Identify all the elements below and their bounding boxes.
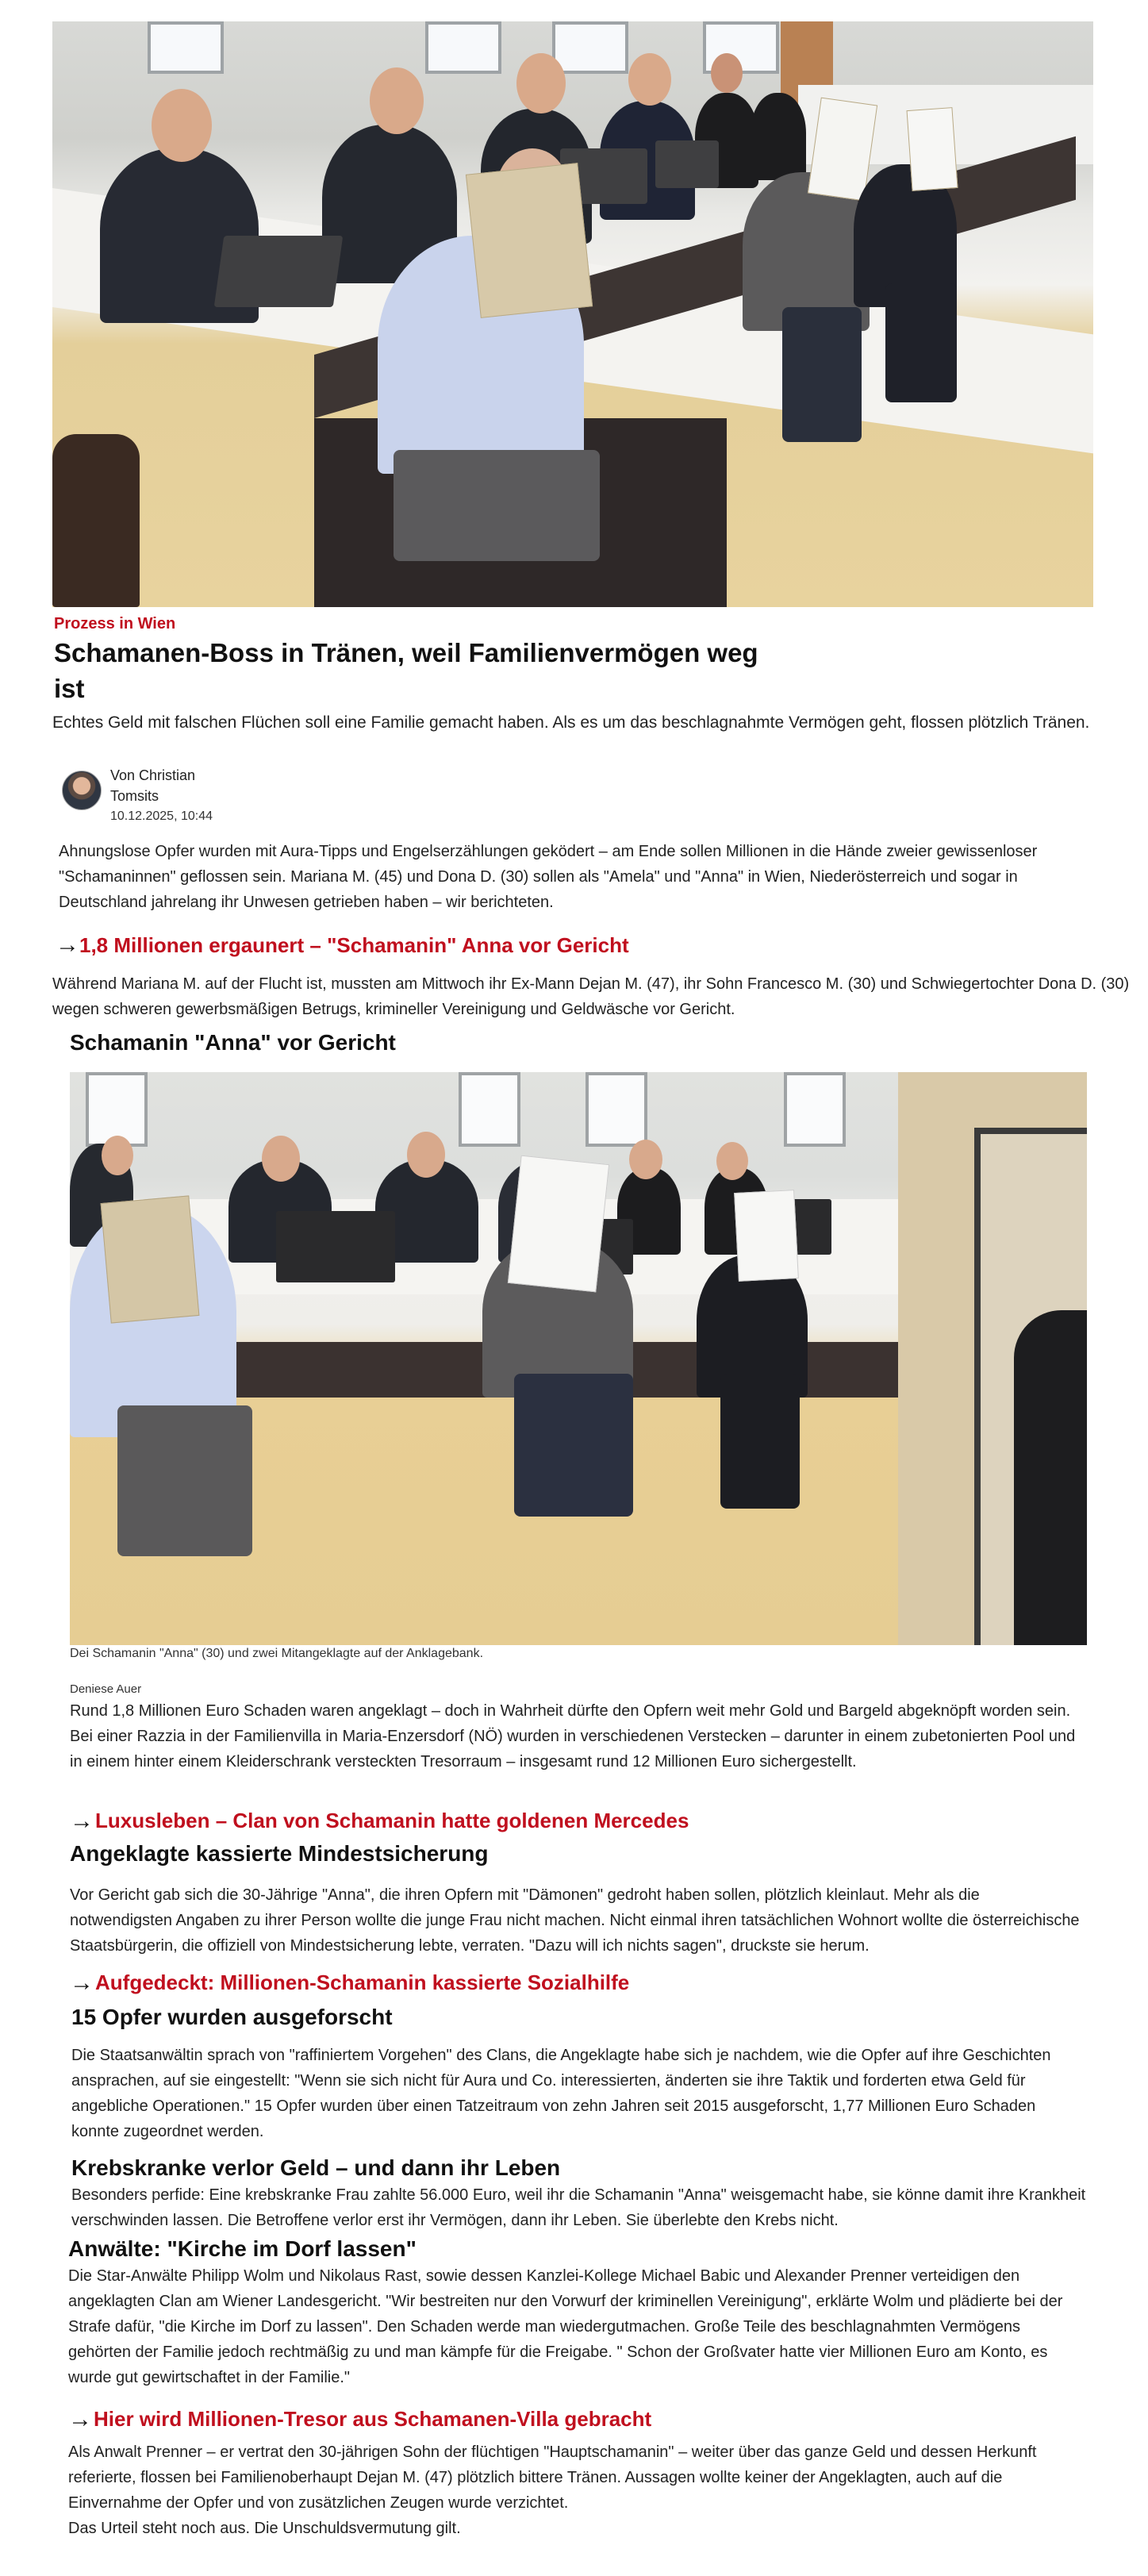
person-head [102,1136,133,1175]
handbag [52,434,140,607]
publish-date: 10.12.2025, 10:44 [110,809,213,823]
folder [101,1195,200,1323]
image-caption: Dei Schamanin "Anna" (30) und zwei Mitangeklagte auf der Anklagebank. [70,1647,484,1660]
paragraph: Die Staatsanwältin sprach von "raffiniertem Vorgehen" des Clans, die Angeklagte habe sich je nachdem, wie die Opfer auf ihre Geschichten ansprachen, auf sie eingestellt: "Wenn sie sich nicht für Aura und Co. interessierten, änderten sie ihre Taktik und forderten etwa Geld für angebliche Operationen." 15 Opfer wurden über einen Tatzeitraum von zehn Jahren seit 2015 ausgeforscht, 1,77 Millionen Euro Schaden konnte zugeordnet werden. [71,2047,1051,2140]
section-heading: Anwälte: "Kirche im Dorf lassen" [68,2236,417,2261]
person [751,93,806,180]
defendant-legs [394,450,600,561]
related-article-link[interactable]: Hier wird Millionen-Tresor aus Schamanen-Villa gebracht [94,2407,652,2431]
person-head [628,53,671,106]
lead: Echtes Geld mit falschen Flüchen soll eine Familie gemacht haben. Als es um das beschlagnahmte Vermögen geht, flossen plötzlich Tränen. [52,713,1090,732]
section-heading: Krebskranke verlor Geld – und dann ihr Leben [71,2155,561,2180]
person-head [516,53,566,113]
paragraph: Besonders perfide: Eine krebskranke Frau zahlte 56.000 Euro, weil ihr die Schamanin "Anna" weisgemacht habe, sie könne damit ihre Krankheit verschwinden lassen. Die Betroffene verlor erst ihr Vermögen, dann ihr Leben. Sie überlebte den Krebs nicht. [71,2186,1086,2229]
person-head [152,89,212,162]
person-coat [1014,1310,1087,1645]
section-heading: Schamanin "Anna" vor Gericht [70,1030,396,1055]
arrow-right-icon: → [56,932,79,958]
laptop [214,236,344,307]
window [552,21,628,74]
related-article-link[interactable]: 1,8 Millionen ergaunert – "Schamanin" Anna vor Gericht [79,933,629,957]
intro-paragraph: Ahnungslose Opfer wurden mit Aura-Tipps und Engelserzählungen geködert – am Ende sollen Millionen in die Hände zweier gewissenloser "Schamaninnen" geflossen sein. Mariana M. (45) und Dona D. (30) sollen als "Amela" und "Anna" in Wien, Niederösterreich und sogar in Deutschland jahrelang ihr Unwesen getrieben haben – wir berichteten. [59,843,1038,911]
paper-sheet [907,107,958,191]
paragraph: Während Mariana M. auf der Flucht ist, mussten am Mittwoch ihr Ex-Mann Dejan M. (47), ihr Sohn Francesco M. (30) und Schwiegertochter Dona D. (30) wegen schweren gewerbsmäßigen Betrugs, krimineller Vereinigung und Geldwäsche vor Gericht. [52,975,1130,1018]
paragraph: Rund 1,8 Millionen Euro Schaden waren angeklagt – doch in Wahrheit dürfte den Opfern weit mehr Gold und Bargeld abgeknöpft worden sein. Bei einer Razzia in der Familienvilla in Maria-Enzersdorf (NÖ) wurden in verschiedenen Verstecken – darunter in einem zubetonierten Pool und in einem hinter einem Kleiderschrank versteckten Tresorraum – insgesamt rund 12 Millionen Euro sichergestellt. [70,1702,1076,1771]
person-head [407,1132,445,1178]
author-name-link[interactable]: Tomsits [110,788,159,804]
headline: Schamanen-Boss in Tränen, weil Familienvermögen weg ist [54,638,758,703]
section-heading: 15 Opfer wurden ausgeforscht [71,2005,393,2029]
related-article-link[interactable]: Aufgedeckt: Millionen-Schamanin kassierte Sozialhilfe [95,1970,630,1994]
arrow-right-icon: → [70,1970,94,1996]
related-article-link[interactable]: Luxusleben – Clan von Schamanin hatte goldenen Mercedes [95,1809,689,1832]
folder [466,163,593,318]
defendant-legs [885,283,957,402]
author-byline-prefix: Von Christian [110,767,196,783]
paragraph: Die Star-Anwälte Philipp Wolm und Nikolaus Rast, sowie dessen Kanzlei-Kollege Michael Babic und Alexander Prenner verteidigen den angeklagten Clan am Wiener Landesgericht. "Wir bestreiten nur den Vorwurf der kriminellen Vereinigung", erklärte Wolm und plädierte bei der Strafe dafür, "die Kirche im Dorf zu lassen". Den Schaden werde man wiedergutmachen. Große Teile des beschlagnahmten Vermögens gehörten der Familie jedoch rechtmäßig zu und man kämpfe für die Freigabe. " Schon der Großvater hatte vier Millionen Euro am Konto, es wurde gut gewirtschaftet in der Familie." [68,2267,1063,2386]
monitor [276,1211,395,1282]
defendant-legs [117,1405,252,1556]
person-head [711,53,743,93]
person-head [370,67,424,134]
paragraph: Als Anwalt Prenner – er vertrat den 30-jährigen Sohn der flüchtigen "Hauptschamanin" – weiter über das ganze Geld und dessen Herkunft referierte, flossen bei Familienoberhaupt Dejan M. (47) plötzlich bittere Tränen. Aussagen wollte keiner der Angeklagten, auch auf die Einvernahme der Opfer und von zusätzlichen Zeugen wurde verzichtet. [68,2443,1037,2512]
defendant-legs [782,307,862,442]
kicker: Prozess in Wien [54,615,176,632]
window [586,1072,647,1147]
defendant-legs [514,1374,633,1517]
window [148,21,224,74]
image-credit: Deniese Auer [70,1682,142,1696]
person-head [262,1136,300,1182]
hero-image [52,21,1093,607]
window [784,1072,846,1147]
window [459,1072,520,1147]
paper-sheet [734,1190,799,1282]
arrow-right-icon: → [70,1808,94,1834]
paper-sheet [508,1155,609,1293]
person-head [629,1140,662,1179]
laptop [655,140,719,188]
section-heading: Angeklagte kassierte Mindestsicherung [70,1841,489,1866]
window [425,21,501,74]
defendant-legs [720,1374,800,1509]
author-avatar[interactable] [62,771,102,810]
person-head [716,1142,748,1180]
arrow-right-icon: → [68,2406,92,2432]
closing-paragraph: Das Urteil steht noch aus. Die Unschuldsvermutung gilt. [68,2520,461,2537]
paragraph: Vor Gericht gab sich die 30-Jährige "Anna", die ihren Opfern mit "Dämonen" gedroht haben sollen, plötzlich kleinlaut. Mehr als die notwendigsten Angaben zu ihrer Person wollte die junge Frau nicht machen. Nicht einmal ihren tatsächlichen Wohnort wollte die österreichische Staatsbürgerin, die offiziell von Mindestsicherung lebte, verraten. "Dazu will ich nichts sagen", druckste sie herum. [70,1886,1080,1955]
article-image [70,1072,1087,1645]
